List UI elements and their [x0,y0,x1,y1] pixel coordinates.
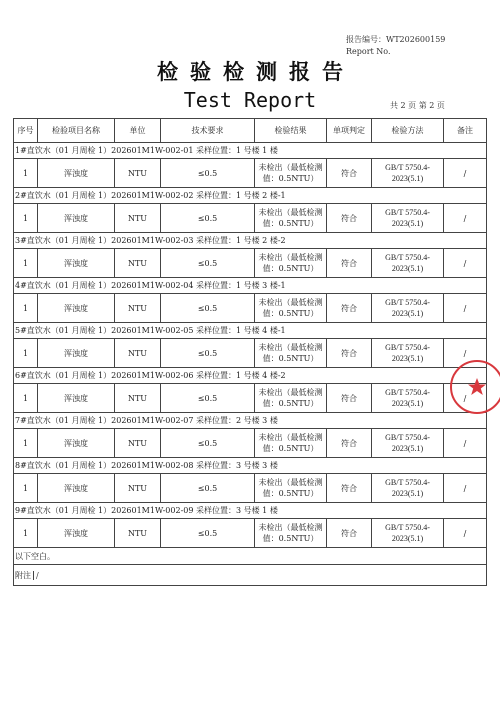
method-cell: GB/T 5750.4-2023(5.1) [372,204,444,233]
item-name-cell: 浑浊度 [38,429,115,458]
result-cell: 未检出（最低检测值：0.5NTU） [255,159,327,188]
item-name-cell: 浑浊度 [38,159,115,188]
row-number-cell: 1 [14,429,38,458]
item-name-cell: 浑浊度 [38,384,115,413]
remark-cell: / [444,339,487,368]
table-row [14,249,487,278]
result-cell: 未检出（最低检测值：0.5NTU） [255,519,327,548]
judgement-cell: 符合 [327,249,372,278]
table-row [14,159,487,188]
method-cell: GB/T 5750.4-2023(5.1) [372,429,444,458]
sample-header: 8#直饮水（01 月周检 1）202601M1W-002-08 采样位置：3 号楼 3 楼 [14,458,487,474]
sample-header-row [14,413,487,429]
unit-cell: NTU [115,159,161,188]
column-header-unit: 单位 [115,119,161,143]
report-number-block [346,34,445,58]
row-number-cell: 1 [14,384,38,413]
table-row [14,519,487,548]
remark-cell: / [444,384,487,413]
unit-cell: NTU [115,384,161,413]
note-cell [14,565,487,586]
method-cell: GB/T 5750.4-2023(5.1) [372,384,444,413]
sample-header: 6#直饮水（01 月周检 1）202601M1W-002-06 采样位置：1 号楼 4 楼-2 [14,368,487,384]
result-cell: 未检出（最低检测值：0.5NTU） [255,249,327,278]
item-name-cell: 浑浊度 [38,474,115,503]
requirement-cell: ≤0.5 [161,294,255,323]
sample-header: 3#直饮水（01 月周检 1）202601M1W-002-03 采样位置：1 号楼 2 楼-2 [14,233,487,249]
unit-cell: NTU [115,474,161,503]
judgement-cell: 符合 [327,204,372,233]
table-row [14,384,487,413]
result-cell: 未检出（最低检测值：0.5NTU） [255,474,327,503]
column-header-no: 序号 [14,119,38,143]
unit-cell: NTU [115,429,161,458]
table-row [14,429,487,458]
result-cell: 未检出（最低检测值：0.5NTU） [255,294,327,323]
row-number-cell: 1 [14,294,38,323]
sample-header-row [14,368,487,384]
column-header-requirement: 技术要求 [161,119,255,143]
blank-note-row [14,548,487,565]
note-row [14,565,487,586]
row-number-cell: 1 [14,159,38,188]
sample-header-row [14,278,487,294]
sample-header-row [14,188,487,204]
method-cell: GB/T 5750.4-2023(5.1) [372,519,444,548]
requirement-cell: ≤0.5 [161,204,255,233]
column-header-remark: 备注 [444,119,487,143]
judgement-cell: 符合 [327,339,372,368]
judgement-cell: 符合 [327,519,372,548]
table-body [14,143,487,548]
method-cell: GB/T 5750.4-2023(5.1) [372,339,444,368]
method-cell: GB/T 5750.4-2023(5.1) [372,294,444,323]
column-header-method: 检验方法 [372,119,444,143]
judgement-cell: 符合 [327,429,372,458]
report-number-value: WT202600159 [386,35,446,44]
table-row [14,204,487,233]
page-title-en: Test Report [183,88,317,112]
remark-cell: / [444,519,487,548]
requirement-cell: ≤0.5 [161,159,255,188]
row-number-cell: 1 [14,474,38,503]
table-row [14,474,487,503]
judgement-cell: 符合 [327,384,372,413]
result-cell: 未检出（最低检测值：0.5NTU） [255,429,327,458]
unit-cell: NTU [115,249,161,278]
requirement-cell: ≤0.5 [161,249,255,278]
item-name-cell: 浑浊度 [38,519,115,548]
requirement-cell: ≤0.5 [161,339,255,368]
remark-cell: / [444,204,487,233]
requirement-cell: ≤0.5 [161,384,255,413]
seal-star-icon [468,378,486,395]
sample-header: 4#直饮水（01 月周检 1）202601M1W-002-04 采样位置：1 号楼 3 楼-1 [14,278,487,294]
page-counter: 共 2 页 第 2 页 [390,101,445,110]
result-cell: 未检出（最低检测值：0.5NTU） [255,204,327,233]
judgement-cell: 符合 [327,294,372,323]
page-title-cn: 检验检测报告 [157,59,355,84]
column-header-result: 检验结果 [255,119,327,143]
remark-cell: / [444,294,487,323]
result-cell: 未检出（最低检测值：0.5NTU） [255,339,327,368]
table-header-row [14,119,487,143]
sample-header: 1#直饮水（01 月周检 1）202601M1W-002-01 采样位置：1 号楼 1 楼 [14,143,487,159]
requirement-cell: ≤0.5 [161,519,255,548]
method-cell: GB/T 5750.4-2023(5.1) [372,249,444,278]
sample-header: 7#直饮水（01 月周检 1）202601M1W-002-07 采样位置：2 号楼 3 楼 [14,413,487,429]
sample-header-row [14,143,487,159]
column-header-judgement: 单项判定 [327,119,372,143]
unit-cell: NTU [115,519,161,548]
requirement-cell: ≤0.5 [161,429,255,458]
table-row [14,339,487,368]
judgement-cell: 符合 [327,474,372,503]
row-number-cell: 1 [14,339,38,368]
table-row [14,294,487,323]
sample-header: 2#直饮水（01 月周检 1）202601M1W-002-02 采样位置：1 号楼 2 楼-1 [14,188,487,204]
method-cell: GB/T 5750.4-2023(5.1) [372,474,444,503]
sample-header: 9#直饮水（01 月周检 1）202601M1W-002-09 采样位置：3 号楼 1 楼 [14,503,487,519]
judgement-cell: 符合 [327,159,372,188]
report-number-label: 报告编号： [346,35,386,44]
item-name-cell: 浑浊度 [38,204,115,233]
item-name-cell: 浑浊度 [38,249,115,278]
item-name-cell: 浑浊度 [38,294,115,323]
report-number-en-label: Report No. [346,47,391,56]
row-number-cell: 1 [14,204,38,233]
unit-cell: NTU [115,294,161,323]
row-number-cell: 1 [14,249,38,278]
note-value: / [33,571,39,580]
result-cell: 未检出（最低检测值：0.5NTU） [255,384,327,413]
row-number-cell: 1 [14,519,38,548]
column-header-item: 检验项目名称 [38,119,115,143]
sample-header-row [14,458,487,474]
requirement-cell: ≤0.5 [161,474,255,503]
remark-cell: / [444,474,487,503]
remark-cell: / [444,249,487,278]
unit-cell: NTU [115,339,161,368]
sample-header-row [14,323,487,339]
company-seal-stamp [448,358,500,416]
blank-note: 以下空白。 [14,548,487,565]
test-results-table [13,118,487,586]
method-cell: GB/T 5750.4-2023(5.1) [372,159,444,188]
remark-cell: / [444,429,487,458]
sample-header-row [14,233,487,249]
unit-cell: NTU [115,204,161,233]
sample-header-row [14,503,487,519]
item-name-cell: 浑浊度 [38,339,115,368]
note-label: 附注 [15,570,31,580]
sample-header: 5#直饮水（01 月周检 1）202601M1W-002-05 采样位置：1 号楼 4 楼-1 [14,323,487,339]
remark-cell: / [444,159,487,188]
